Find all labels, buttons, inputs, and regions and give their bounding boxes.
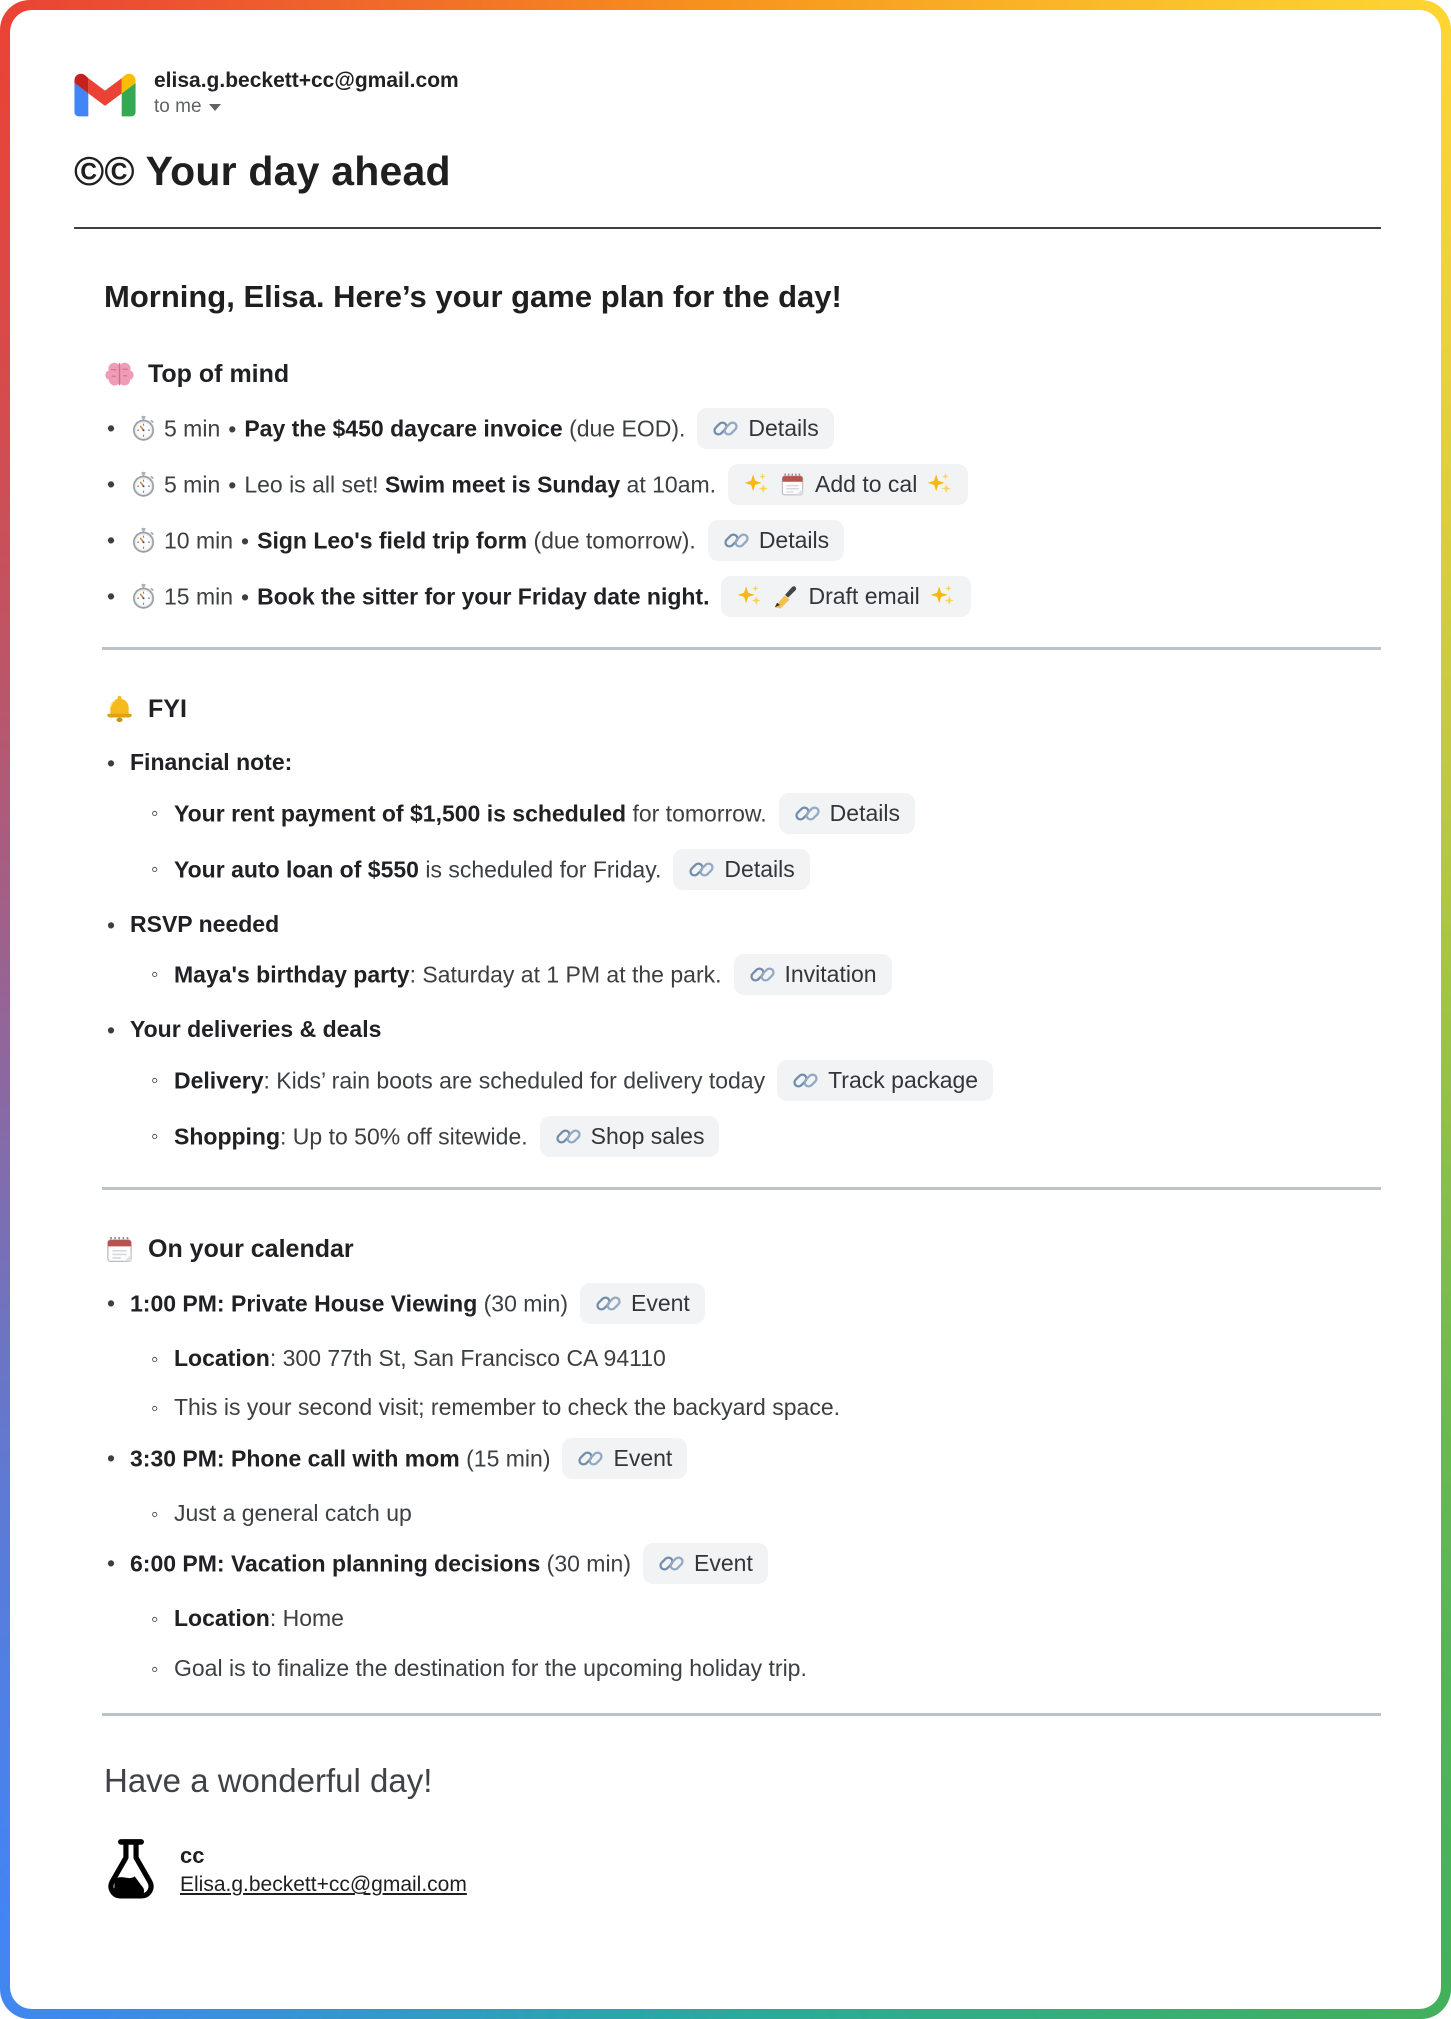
task-duration: 5 min [164,415,221,442]
track-package-button[interactable] [777,1060,993,1101]
section-title: On your calendar [148,1234,354,1263]
details-button[interactable] [673,849,809,890]
task-item [104,466,1381,507]
fyi-subitems [104,1062,1381,1159]
link-icon [792,1067,819,1094]
fyi-text: : Up to 50% off sitewide. [280,1123,528,1150]
button-label: Details [829,799,900,826]
button-label: Details [748,415,819,442]
fyi-group-title [104,745,1381,780]
event-meta: (30 min) [540,1550,632,1577]
signature-text [180,1843,467,1897]
details-button[interactable] [697,408,833,449]
header-divider [74,227,1381,229]
writing-hand-icon [772,583,799,610]
task-text: (due tomorrow). [527,527,696,554]
task-text: Leo is all set! [244,471,385,498]
top-of-mind-list [104,410,1381,619]
event-title: 1:00 PM: Private House Viewing [130,1290,478,1317]
task-duration: 10 min [164,527,234,554]
sender-block [154,68,459,118]
add-to-cal-button[interactable] [728,464,968,505]
fyi-text-bold: Maya's birthday party [174,961,410,988]
task-text-bold: Sign Leo's field trip form [257,527,528,554]
fyi-text: is scheduled for Friday. [418,856,662,883]
group-title-text: Your deliveries & deals [130,1016,382,1043]
sparkles-icon [929,583,956,610]
button-label: Details [758,527,830,554]
event-title: 6:00 PM: Vacation planning decisions [130,1550,541,1577]
task-text-bold: Pay the $450 daycare invoice [244,415,563,442]
fyi-text-bold: Delivery [174,1067,264,1094]
section-divider [102,1187,1381,1190]
event-title: 3:30 PM: Phone call with mom [130,1445,460,1472]
email-subject: ©© Your day ahead [74,148,451,195]
signature-block [104,1838,1381,1902]
event-detail [148,1601,1381,1636]
recipient-dropdown[interactable] [154,96,459,118]
chevron-down-icon [209,104,221,111]
section-heading-fyi [104,694,1381,725]
detail-label: Location [174,1605,270,1632]
link-icon [723,527,750,554]
link-icon [712,415,739,442]
sparkles-icon [736,583,763,610]
fyi-text: : Kids’ rain boots are scheduled for delivery today [263,1067,766,1094]
calendar-event [104,1440,1381,1481]
group-title-text: RSVP needed [130,910,280,937]
fyi-text-bold: Your auto loan of $550 [174,856,419,883]
link-icon [688,856,715,883]
fyi-subitems [104,956,1381,997]
detail-text: This is your second visit; remember to check the backyard space. [174,1394,841,1421]
fyi-item [148,1118,1381,1159]
fyi-item [148,1062,1381,1103]
details-button[interactable] [779,793,915,834]
link-icon [555,1123,582,1150]
email-card [10,10,1441,2009]
signature-email-link[interactable]: Elisa.g.beckett+cc@gmail.com [180,1873,467,1897]
event-detail [148,1341,1381,1376]
message-header [74,68,1381,118]
event-button[interactable] [643,1543,768,1584]
section-heading-calendar [104,1234,1381,1265]
fyi-item [148,956,1381,997]
section-heading-top-of-mind [104,359,1381,390]
event-detail [148,1651,1381,1686]
details-button[interactable] [708,520,844,561]
invitation-button[interactable] [734,954,892,995]
fyi-group-title [104,1012,1381,1047]
stopwatch-icon [130,527,157,554]
task-text-bold: Swim meet is Sunday [384,471,621,498]
section-divider [102,647,1381,650]
fyi-group-title [104,907,1381,942]
button-label: Track package [828,1066,979,1093]
detail-text: Just a general catch up [174,1499,412,1526]
fyi-text-bold: Shopping [174,1123,281,1150]
event-details [104,1601,1381,1685]
event-button[interactable] [580,1283,705,1324]
section-title: FYI [148,695,187,724]
sparkles-icon [743,471,770,498]
stopwatch-icon [130,583,157,610]
event-button[interactable] [562,1438,687,1479]
sender-email: elisa.g.beckett+cc@gmail.com [154,69,459,92]
calendar-list [104,1285,1381,1686]
fyi-item [148,795,1381,836]
button-label: Event [694,1550,753,1577]
button-label: Draft email [808,583,920,610]
draft-email-button[interactable] [721,576,970,617]
signature-name: cc [180,1843,205,1869]
event-details [104,1341,1381,1425]
link-icon [595,1290,622,1317]
sparkles-icon [926,471,953,498]
greeting-heading: Morning, Elisa. Here’s your game plan for the day! [104,279,842,315]
fyi-list [104,745,1381,1159]
event-detail [148,1390,1381,1425]
calendar-icon [104,1234,135,1265]
task-text-bold: Book the sitter for your Friday date night. [257,583,710,610]
fyi-text-bold: Your rent payment of $1,500 is scheduled [174,800,627,827]
task-text: (due EOD). [562,415,686,442]
fyi-text: : Saturday at 1 PM at the park. [409,961,722,988]
button-label: Details [724,855,795,882]
flask-icon [104,1838,158,1902]
detail-label: Location [174,1344,270,1371]
event-detail [148,1496,1381,1531]
group-title-text: Financial note: [130,749,293,776]
link-icon [577,1445,604,1472]
fyi-text: for tomorrow. [626,800,767,827]
task-item [104,578,1381,619]
brain-icon [104,359,135,390]
task-item [104,522,1381,563]
event-details [104,1496,1381,1531]
stopwatch-icon [130,471,157,498]
dot-separator: • [228,471,237,498]
fyi-item [148,851,1381,892]
link-icon [794,800,821,827]
detail-text: : Home [269,1605,344,1632]
section-divider [102,1713,1381,1716]
button-label: Invitation [784,961,877,988]
button-label: Event [613,1444,673,1471]
button-label: Shop sales [590,1122,705,1149]
task-duration: 5 min [164,471,221,498]
event-meta: (30 min) [477,1290,568,1317]
link-icon [749,961,776,988]
stopwatch-icon [130,415,157,442]
recipient-label: to me [154,96,202,118]
fyi-subitems [104,795,1381,892]
gmail-logo-icon [74,70,136,117]
bell-icon [104,694,135,725]
calendar-event [104,1545,1381,1586]
closing-message: Have a wonderful day! [104,1762,433,1800]
button-label: Event [631,1289,690,1316]
shop-sales-button[interactable] [540,1116,720,1157]
detail-text: Goal is to finalize the destination for the upcoming holiday trip. [174,1654,807,1681]
button-label: Add to cal [815,471,918,498]
task-text: at 10am. [620,471,717,498]
dot-separator: • [241,583,250,610]
section-title: Top of mind [148,360,290,389]
calendar-icon [779,471,806,498]
dot-separator: • [228,415,237,442]
calendar-event [104,1285,1381,1326]
dot-separator: • [241,527,250,554]
event-meta: (15 min) [459,1445,551,1472]
task-item [104,410,1381,451]
task-duration: 15 min [164,583,234,610]
detail-text: : 300 77th St, San Francisco CA 94110 [269,1344,666,1371]
link-icon [658,1550,685,1577]
